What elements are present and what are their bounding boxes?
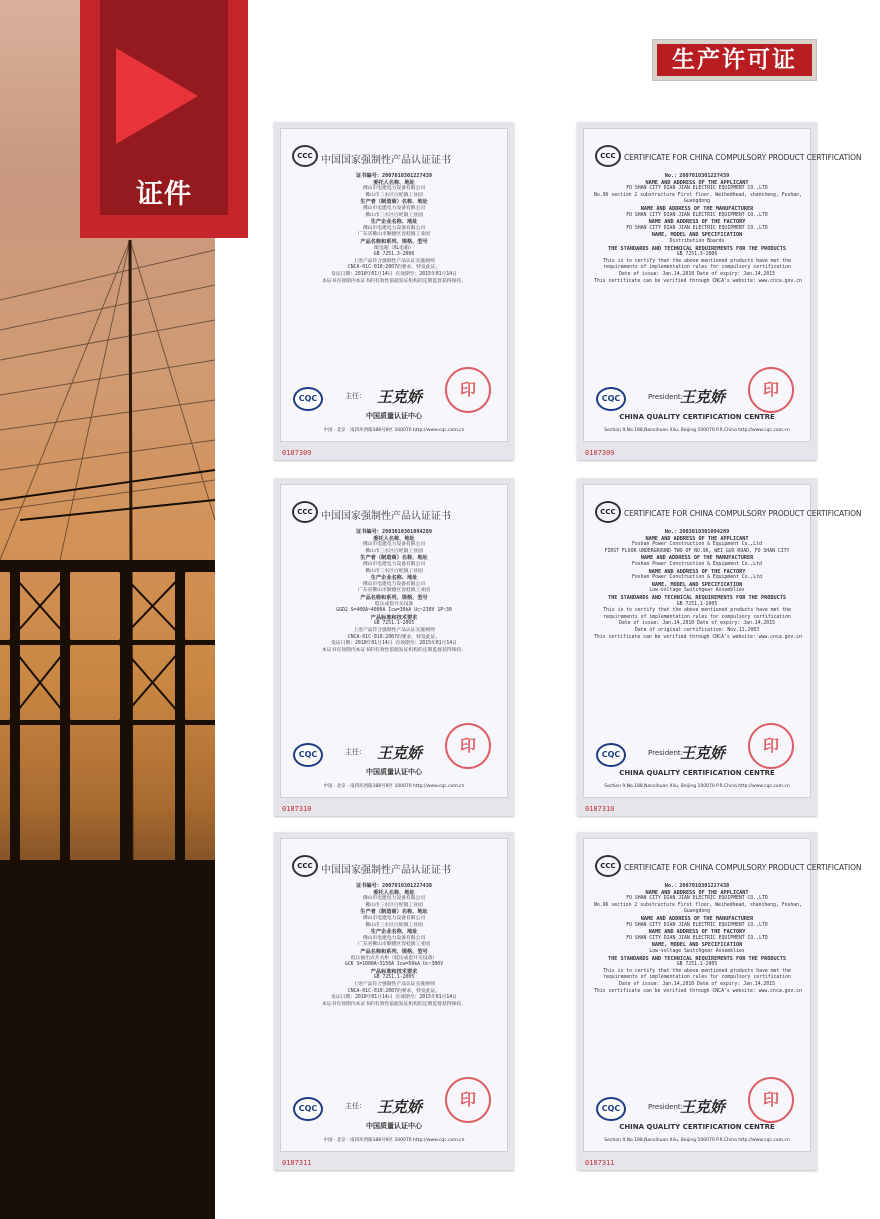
certificate-line: This certificate can be verified through CNCA's website: www.cnca.gov.cn	[594, 634, 802, 640]
certificate-line: 佛山市电建电力设备有限公司	[362, 542, 426, 548]
cqc-logo: CQC	[596, 1097, 626, 1121]
certificate-line: CNCA-01C-010:2007的要求，特发此证。	[347, 265, 441, 271]
certificate-line: NAME AND ADDRESS OF THE APPLICANT	[645, 179, 749, 186]
section-tag-label: 证件	[136, 179, 192, 210]
certificate-body	[291, 529, 497, 654]
certificate-number-label: No.：	[664, 173, 680, 179]
certificate-line: 生产企业名称、地址	[370, 219, 418, 226]
signature: 王克娇	[680, 744, 726, 762]
ccc-logo: CCC	[595, 855, 621, 877]
issuing-centre: CHINA QUALITY CERTIFICATION CENTRE	[619, 1123, 775, 1131]
sidebar-photo	[0, 0, 215, 1219]
certificate-line: GCK S=1000A~3150A Icw=50kA Uc~380V	[344, 962, 444, 968]
certificate-line: FO SHAN CITY DIAN JIAN ELECTRIC EQUIPMENT CO.,LTD	[626, 212, 768, 218]
certificate-cn-2	[274, 478, 514, 816]
issuing-centre: 中国质量认证中心	[366, 768, 422, 776]
certificate-cn-3	[274, 832, 514, 1170]
issuing-centre: CHINA QUALITY CERTIFICATION CENTRE	[619, 769, 775, 777]
certificate-line: 广东省佛山市顺德区容桂镇工业园	[358, 232, 430, 238]
certificate-line: 佛山市电建电力设备有限公司	[362, 915, 426, 921]
certificate-line: 本证书有效期内本证书的有效性依据发证机构的定期监督获得保持。	[322, 278, 466, 284]
serial-number: 0187311	[282, 1159, 312, 1167]
certificate-line: NAME AND ADDRESS OF THE MANUFACTURER	[640, 205, 754, 212]
certification-stamp: 印	[445, 367, 491, 413]
certificate-number-label: 证书编号：	[356, 883, 382, 889]
certificate-title: 中国国家强制性产品认证证书	[321, 865, 451, 876]
certificate-number-label: No.：	[664, 883, 680, 889]
certificate-line: This is to certify that the above mentioned products have met the	[603, 258, 791, 264]
certification-stamp: 印	[748, 723, 794, 769]
certificate-paper	[583, 484, 862, 798]
certificate-en-1	[577, 122, 862, 460]
issuing-address: Section 9,No.188,Nansihuan Xilu, Beijing 100070 P.R.China http://www.cqc.com.cn	[604, 428, 790, 433]
certificate-line: No.96 section 2 substructure First floor, Weihedhead, shancheng, Foshan,	[594, 192, 802, 198]
certificate-number-label: 证书编号：	[356, 529, 382, 535]
certificate-paper	[583, 128, 862, 442]
certificate-line: No.96 section 2 substructure First floor, Weihedhead, shancheng, Foshan,	[594, 902, 802, 908]
certificate-line: 上述产品符合强制性产品认证实施规则	[353, 981, 435, 987]
certificate-line: NAME AND ADDRESS OF THE APPLICANT	[645, 889, 749, 896]
serial-number: 0187310	[585, 805, 615, 813]
signature: 王克娇	[377, 1098, 423, 1116]
certificate-line: requirements of implementation rules for compulsory certification	[603, 265, 791, 271]
certificate-line: 佛山市电建电力设备有限公司	[362, 896, 426, 902]
cqc-logo: CQC	[293, 1097, 323, 1121]
certificate-line: GB 7251.3-2006	[373, 252, 415, 258]
cqc-logo: CQC	[596, 743, 626, 767]
certificate-line: THE STANDARDS AND TECHNICAL REQUIREMENTS FOR THE PRODUCTS	[607, 594, 787, 601]
section-tag	[80, 0, 248, 238]
issuing-centre: 中国质量认证中心	[366, 1122, 422, 1130]
certificate-line: 佛山市三水区白坭镇工业园	[365, 192, 423, 198]
certificate-line: NAME AND ADDRESS OF THE MANUFACTURER	[640, 915, 754, 922]
certificate-line: NAME AND ADDRESS OF THE MANUFACTURER	[640, 555, 754, 562]
certificate-line: GB 7251.3-2006	[676, 252, 718, 258]
certificate-line: FO SHAN CITY DIAN JIAN ELECTRIC EQUIPMENT CO.,LTD	[626, 186, 768, 192]
certification-stamp: 印	[445, 723, 491, 769]
certificate-number-label: No.：	[664, 529, 680, 535]
certificate-line: 本证书有效期内本证书的有效性依据发证机构的定期监督获得保持。	[322, 1001, 466, 1007]
certificate-line: Foshan Power Construction & Equipment Co.,Ltd	[632, 561, 762, 567]
certificate-line: 委托人名称、地址	[373, 179, 415, 186]
cqc-logo: CQC	[596, 387, 626, 411]
certificate-line: THE STANDARDS AND TECHNICAL REQUIREMENTS FOR THE PRODUCTS	[607, 245, 787, 252]
certificate-line: Low-voltage Switchgear Assemblies	[649, 588, 745, 594]
certificate-line: 产品名称和系列、规格、型号	[360, 238, 428, 245]
certificate-line: Foshan Power Construction & Equipment Co.,Ltd	[632, 542, 762, 548]
ccc-logo: CCC	[595, 501, 621, 523]
certificate-line: NAME, MODEL AND SPECIFICATION	[651, 581, 743, 588]
certificate-line: 佛山市电建电力设备有限公司	[362, 205, 426, 211]
certificate-line: NAME AND ADDRESS OF THE APPLICANT	[645, 535, 749, 542]
signer-label: 主任：	[345, 1102, 366, 1110]
certificate-line: requirements of implementation rules for compulsory certification	[603, 614, 791, 620]
certificate-line: 低压抽出式开关柜（低压成套开关设备）	[350, 955, 438, 961]
certification-stamp: 印	[748, 367, 794, 413]
certificate-line: NAME, MODEL AND SPECIFICATION	[651, 942, 743, 949]
ccc-logo: CCC	[292, 145, 318, 167]
certificate-line: 委托人名称、地址	[373, 535, 415, 542]
certificate-line: 佛山市电建电力设备有限公司	[362, 186, 426, 192]
cqc-logo: CQC	[293, 743, 323, 767]
certificate-title: 中国国家强制性产品认证证书	[321, 511, 451, 522]
certificate-line: FO SHAN CITY DIAN JIAN ELECTRIC EQUIPMENT CO.,LTD	[626, 225, 768, 231]
certificate-line: NAME AND ADDRESS OF THE FACTORY	[648, 568, 746, 575]
signer-label: President:	[648, 749, 684, 757]
certificate-line: 佛山市电建电力设备有限公司	[362, 225, 426, 231]
certificate-line: 上述产品符合强制性产品认证实施规则	[353, 258, 435, 264]
certificate-line: 产品名称和系列、规格、型号	[360, 594, 428, 601]
certificate-line: 生产者（制造商）名称、地址	[360, 199, 428, 206]
certificate-line: FO SHAN CITY DIAN JIAN ELECTRIC EQUIPMENT CO.,LTD	[626, 896, 768, 902]
certificate-line: 生产企业名称、地址	[370, 575, 418, 582]
certificate-line: Low-voltage Switchgear Assemblies	[649, 948, 745, 954]
certificate-title: 中国国家强制性产品认证证书	[321, 155, 451, 166]
certificate-line: Date of issue: Jan.14,2010 Date of expiry: Jan.14,2015	[619, 981, 775, 987]
certificate-number: 2007010301227439	[679, 173, 730, 179]
ccc-logo: CCC	[292, 855, 318, 877]
issuing-address: 中国 · 北京 · 南四环西路188号9区 100070 http://www.cqc.com.cn	[323, 784, 465, 789]
certificate-body	[594, 883, 800, 995]
certificate-title: CERTIFICATE FOR CHINA COMPULSORY PRODUCT CERTIFICATION	[624, 863, 862, 872]
certificate-line: Date of issue: Jan.14,2010 Date of expiry: Jan.14,2015	[619, 621, 775, 627]
certificate-number: 2007010301227439	[381, 173, 432, 179]
issuing-centre: 中国质量认证中心	[366, 412, 422, 420]
certificate-line: 佛山市电建电力设备有限公司	[362, 581, 426, 587]
certificate-line: 广东省佛山市顺德区容桂镇工业园	[358, 588, 430, 594]
certification-stamp: 印	[445, 1077, 491, 1123]
certificate-line: 发证日期：2010年01月14日 有效期至：2015年01月14日	[331, 641, 457, 647]
serial-number: 0187309	[282, 449, 312, 457]
certificate-line: GGD2 S=400A~4000A Icw=30kA Uc~230V 1P~30	[336, 608, 452, 614]
certificate-line: Foshan Power Construction & Equipment Co.,Ltd	[632, 575, 762, 581]
signature: 王克娇	[377, 388, 423, 406]
play-arrow-icon	[116, 48, 198, 144]
certificate-body	[594, 173, 800, 285]
signer-label: President:	[648, 1103, 684, 1111]
certificate-line: 委托人名称、地址	[373, 889, 415, 896]
certificate-line: 佛山市三水区白坭镇工业园	[365, 548, 423, 554]
certificate-cn-1	[274, 122, 514, 460]
certificate-line: 生产者（制造商）名称、地址	[360, 909, 428, 916]
certificate-line: requirements of implementation rules for compulsory certification	[603, 975, 791, 981]
serial-number: 0187311	[585, 1159, 615, 1167]
signer-label: President:	[648, 393, 684, 401]
certificate-line: 产品标准和技术要求	[370, 614, 418, 621]
certificate-line: Guangdong	[684, 909, 710, 915]
signature: 王克娇	[680, 388, 726, 406]
certificate-number: 2007010301227438	[381, 883, 432, 889]
page-heading-box	[652, 39, 817, 81]
certificate-line: This certificate can be verified through CNCA's website: www.cnca.gov.cn	[594, 988, 802, 994]
certificate-line: NAME, MODEL AND SPECIFICATION	[651, 232, 743, 239]
certificate-number: 2003010301094289	[381, 529, 432, 535]
certificate-line: 佛山市三水区白坭镇工业园	[365, 922, 423, 928]
certificate-line: Date of issue: Jan.14,2010 Date of expiry: Jan.14,2015	[619, 271, 775, 277]
certificate-body	[291, 173, 497, 285]
certificate-line: This is to certify that the above mentioned products have met the	[603, 608, 791, 614]
certificate-line: 佛山市三水区白坭镇工业园	[365, 568, 423, 574]
certificate-line: 上述产品符合强制性产品认证实施规则	[353, 627, 435, 633]
issuing-address: Section 9,No.188,Nansihuan Xilu, Beijing 100070 P.R.China http://www.cqc.com.cn	[604, 784, 790, 789]
certificate-line: 发证日期：2010年01月14日 有效期至：2015年01月14日	[331, 271, 457, 277]
certificate-title: CERTIFICATE FOR CHINA COMPULSORY PRODUCT CERTIFICATION	[624, 509, 862, 518]
ccc-logo: CCC	[595, 145, 621, 167]
ccc-logo: CCC	[292, 501, 318, 523]
certificate-line: 本证书有效期内本证书的有效性依据发证机构的定期监督获得保持。	[322, 647, 466, 653]
certificate-line: FO SHAN CITY DIAN JIAN ELECTRIC EQUIPMENT CO.,LTD	[626, 922, 768, 928]
certificate-paper	[280, 484, 508, 798]
certificate-body	[594, 529, 800, 641]
certificate-line: This certificate can be verified through CNCA's website: www.cnca.gov.cn	[594, 278, 802, 284]
certificate-line: GB 7251.1-2005	[373, 975, 415, 981]
certificate-line: 佛山市电建电力设备有限公司	[362, 935, 426, 941]
certificate-line: GB 7251.1-2005	[676, 962, 718, 968]
certificate-line: 生产企业名称、地址	[370, 929, 418, 936]
certificate-paper	[280, 838, 508, 1152]
certification-stamp: 印	[748, 1077, 794, 1123]
certificate-line: CNCA-01C-010:2007的要求，特发此证。	[347, 634, 441, 640]
signer-label: 主任：	[345, 392, 366, 400]
certificate-line: CNCA-01C-010:2007的要求，特发此证。	[347, 988, 441, 994]
certificate-line: THE STANDARDS AND TECHNICAL REQUIREMENTS FOR THE PRODUCTS	[607, 955, 787, 962]
page-heading: 生产许可证	[657, 44, 812, 76]
certificate-line: 产品标准和技术要求	[370, 968, 418, 975]
certificate-body	[291, 883, 497, 1008]
certificate-line: 配电箱（XL电箱）	[374, 245, 414, 251]
certificate-line: 生产者（制造商）名称、地址	[360, 555, 428, 562]
certificate-line: 产品名称和系列、规格、型号	[360, 948, 428, 955]
certificate-number: 2007010301227438	[679, 883, 730, 889]
certificate-en-3	[577, 832, 862, 1170]
certificate-line: 发证日期：2010年01月14日 有效期至：2015年01月14日	[331, 995, 457, 1001]
signature: 王克娇	[377, 744, 423, 762]
issuing-centre: CHINA QUALITY CERTIFICATION CENTRE	[619, 413, 775, 421]
certificate-paper	[583, 838, 862, 1152]
certificate-line: 广东省佛山市顺德区容桂镇工业园	[358, 942, 430, 948]
signature: 王克娇	[680, 1098, 726, 1116]
certificate-line: Distribution Boards	[669, 238, 725, 244]
serial-number: 0187310	[282, 805, 312, 813]
certificate-number: 2003010301094289	[679, 529, 730, 535]
certificate-line: NAME AND ADDRESS OF THE FACTORY	[648, 929, 746, 936]
certificate-line: 佛山市电建电力设备有限公司	[362, 561, 426, 567]
certificate-line: GB 7251.1-2005	[676, 601, 718, 607]
certificate-title: CERTIFICATE FOR CHINA COMPULSORY PRODUCT CERTIFICATION	[624, 153, 862, 162]
certificate-line: This is to certify that the above mentioned products have met the	[603, 968, 791, 974]
certificate-line: Guangdong	[684, 199, 710, 205]
certificate-line: 低压成套开关设备	[374, 601, 414, 607]
certificate-line: FIRST FLOOR UNDERGROUND TWO OF NO.96, WEI GUO ROAD, FO SHAN CITY	[604, 548, 790, 554]
certificate-line: 佛山市三水区白坭镇工业园	[365, 902, 423, 908]
cqc-logo: CQC	[293, 387, 323, 411]
certificate-line: NAME AND ADDRESS OF THE FACTORY	[648, 219, 746, 226]
certificate-line: 佛山市三水区白坭镇工业园	[365, 212, 423, 218]
certificate-line: GB 7251.1-2005	[373, 621, 415, 627]
issuing-address: 中国 · 北京 · 南四环西路188号9区 100070 http://www.cqc.com.cn	[323, 1138, 465, 1143]
issuing-address: 中国 · 北京 · 南四环西路188号9区 100070 http://www.cqc.com.cn	[323, 428, 465, 433]
certificate-number-label: 证书编号：	[356, 173, 382, 179]
certificate-line: FO SHAN CITY DIAN JIAN ELECTRIC EQUIPMENT CO.,LTD	[626, 935, 768, 941]
section-tag-inner	[100, 0, 228, 215]
issuing-address: Section 9,No.188,Nansihuan Xilu, Beijing 100070 P.R.China http://www.cqc.com.cn	[604, 1138, 790, 1143]
certificate-line: Date of original certification: Nov.11,2003	[634, 627, 760, 633]
certificate-en-2	[577, 478, 862, 816]
serial-number: 0187309	[585, 449, 615, 457]
certificate-paper	[280, 128, 508, 442]
signer-label: 主任：	[345, 748, 366, 756]
